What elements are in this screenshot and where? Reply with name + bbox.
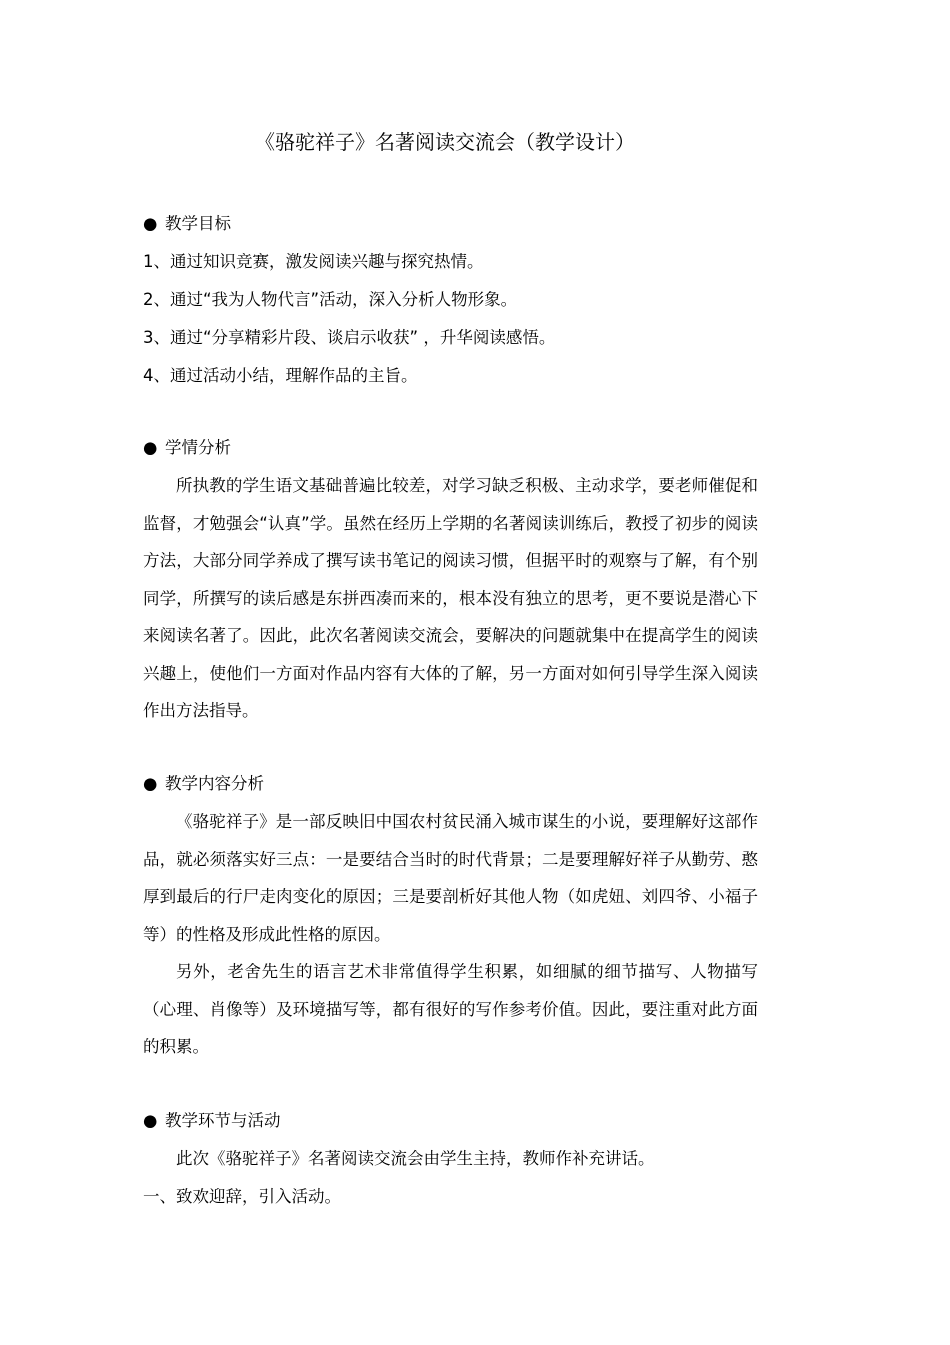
document-title: 《骆驼祥子》名著阅读交流会（教学设计） xyxy=(255,130,635,154)
section-content-analysis xyxy=(143,765,758,1066)
bullet-icon: ● xyxy=(143,214,158,233)
section-student-analysis xyxy=(143,429,758,730)
section-heading xyxy=(143,205,758,243)
bullet-icon: ● xyxy=(143,438,158,457)
section-teaching-goals xyxy=(143,205,758,395)
activities-paragraph: 此次《骆驼祥子》名著阅读交流会由学生主持，教师作补充讲话。 xyxy=(176,1149,655,1168)
bullet-icon: ● xyxy=(143,774,158,793)
goal-item: 4、通过活动小结，理解作品的主旨。 xyxy=(143,366,418,385)
heading-text: 教学目标 xyxy=(165,214,231,233)
section-heading xyxy=(143,429,758,467)
content-analysis-paragraph: 《骆驼祥子》是一部反映旧中国农村贫民涌入城市谋生的小说，要理解好这部作品，就必须落实好三点：一是要结合当时的时代背景；二是要理解好祥子从勤劳、憨厚到最后的行尸走肉变化的原因；三是要剖析好其他人物（如虎妞、刘四爷、小福子等）的性格及形成此性格的原因。 xyxy=(143,812,758,944)
goal-item: 3、通过“分享精彩片段、谈启示收获” ，升华阅读感悟。 xyxy=(143,328,556,347)
student-analysis-paragraph: 所执教的学生语文基础普遍比较差，对学习缺乏积极、主动求学，要老师催促和监督，才勉强会“认真”学。虽然在经历上学期的名著阅读训练后，教授了初步的阅读方法，大部分同学养成了撰写读书笔记的阅读习惯，但据平时的观察与了解，有个别同学，所撰写的读后感是东拼西凑而来的，根本没有独立的思考，更不要说是潜心下来阅读名著了。因此，此次名著阅读交流会，要解决的问题就集中在提高学生的阅读兴趣上，使他们一方面对作品内容有大体的了解，另一方面对如何引导学生深入阅读作出方法指导。 xyxy=(143,476,758,720)
bullet-icon: ● xyxy=(143,1111,158,1130)
section-heading xyxy=(143,1102,758,1140)
activity-step: 一、致欢迎辞，引入活动。 xyxy=(143,1186,341,1206)
goal-item: 2、通过“我为人物代言”活动，深入分析人物形象。 xyxy=(143,290,518,309)
content-analysis-paragraph: 另外，老舍先生的语言艺术非常值得学生积累，如细腻的细节描写、人物描写（心理、肖像等）及环境描写等，都有很好的写作参考价值。因此，要注重对此方面的积累。 xyxy=(143,962,758,1056)
heading-text: 教学内容分析 xyxy=(165,774,264,793)
goal-item: 1、通过知识竞赛，激发阅读兴趣与探究热情。 xyxy=(143,252,484,271)
heading-text: 教学环节与活动 xyxy=(165,1111,281,1130)
section-heading xyxy=(143,765,758,803)
section-teaching-activities xyxy=(143,1102,758,1215)
heading-text: 学情分析 xyxy=(165,438,231,457)
